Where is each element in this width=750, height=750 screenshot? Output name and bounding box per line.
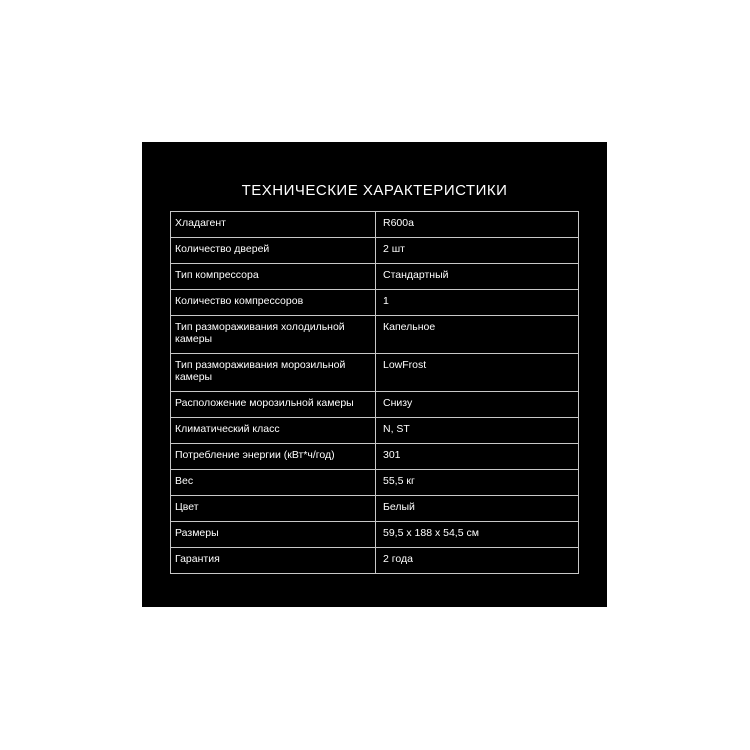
spec-key: Тип размораживания холодильной камеры: [171, 316, 376, 354]
table-row: [171, 392, 579, 418]
spec-key: Тип компрессора: [171, 264, 376, 290]
spec-key: Тип размораживания морозильной камеры: [171, 354, 376, 392]
spec-value: 301: [376, 444, 579, 470]
spec-value: Стандартный: [376, 264, 579, 290]
table-row: [171, 470, 579, 496]
spec-key: Размеры: [171, 522, 376, 548]
spec-value: 59,5 x 188 x 54,5 см: [376, 522, 579, 548]
table-row: [171, 354, 579, 392]
spec-value: LowFrost: [376, 354, 579, 392]
table-row: [171, 290, 579, 316]
spec-key: Климатический класс: [171, 418, 376, 444]
spec-key: Хладагент: [171, 212, 376, 238]
spec-value: 55,5 кг: [376, 470, 579, 496]
spec-value: 2 года: [376, 548, 579, 574]
spec-table: [170, 211, 579, 574]
spec-key: Потребление энергии (кВт*ч/год): [171, 444, 376, 470]
spec-key: Количество дверей: [171, 238, 376, 264]
spec-key: Количество компрессоров: [171, 290, 376, 316]
table-row: [171, 496, 579, 522]
spec-value: N, ST: [376, 418, 579, 444]
table-row: [171, 548, 579, 574]
spec-value: Капельное: [376, 316, 579, 354]
spec-key: Гарантия: [171, 548, 376, 574]
spec-key: Цвет: [171, 496, 376, 522]
table-row: [171, 316, 579, 354]
spec-value: Снизу: [376, 392, 579, 418]
table-row: [171, 444, 579, 470]
table-row: [171, 264, 579, 290]
table-row: [171, 522, 579, 548]
spec-key: Расположение морозильной камеры: [171, 392, 376, 418]
spec-value: 2 шт: [376, 238, 579, 264]
page-title: ТЕХНИЧЕСКИЕ ХАРАКТЕРИСТИКИ: [241, 182, 508, 199]
spec-value: Белый: [376, 496, 579, 522]
spec-card: [142, 142, 607, 607]
table-row: [171, 418, 579, 444]
table-row: [171, 238, 579, 264]
table-row: [171, 212, 579, 238]
spec-value: R600a: [376, 212, 579, 238]
spec-key: Вес: [171, 470, 376, 496]
spec-value: 1: [376, 290, 579, 316]
